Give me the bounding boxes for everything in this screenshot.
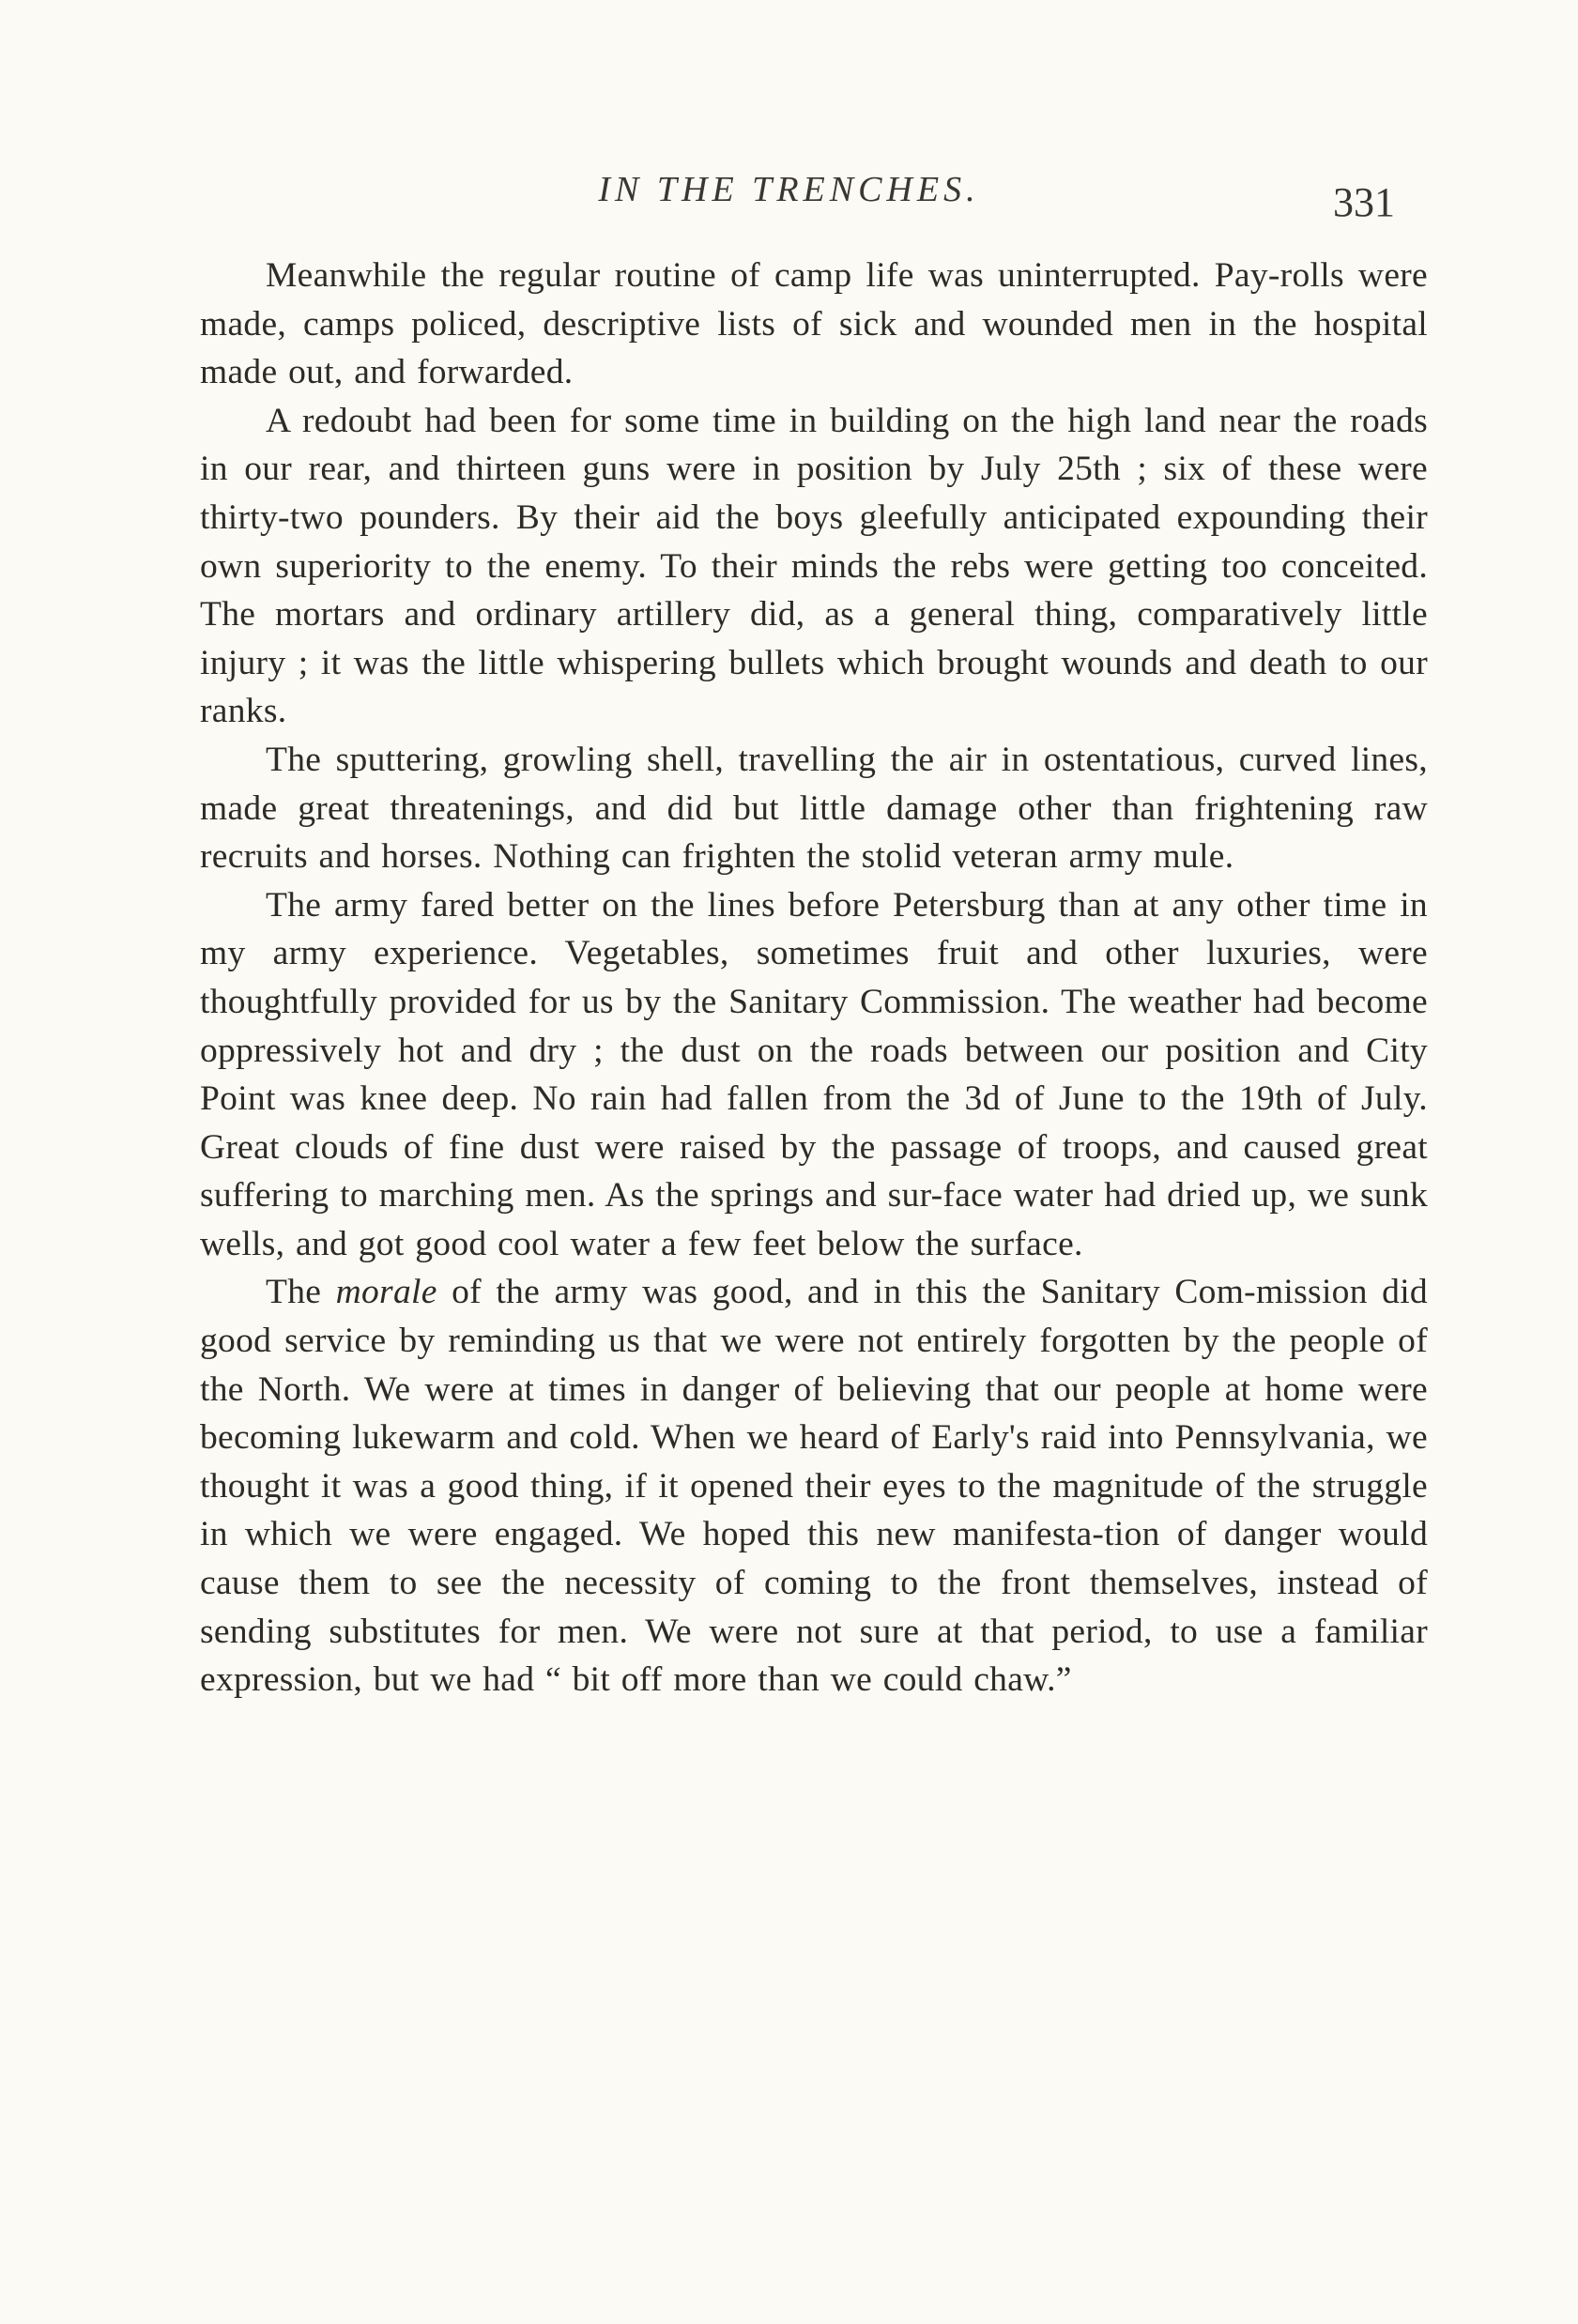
page-number: 331: [1333, 179, 1395, 225]
paragraph-morale: [200, 1268, 1428, 1704]
paragraph-army-fared: The army fared better on the lines before Petersburg than at any other time in my army experience. Vegetables, sometimes fruit and other luxuries, were thoughtfully provided for us by the Sanitary Commission. The weather had become oppressively hot and dry ; the dust on the roads between our position and City Point was knee deep. No rain had fallen from the 3d of June to the 19th of July. Great clouds of fine dust were raised by the passage of troops, and caused great suffering to marching men. As the springs and sur-face water had dried up, we sunk wells, and got good cool water a few feet below the surface.: [200, 885, 1428, 1263]
body-text: [200, 252, 1428, 1705]
paragraph-camp-routine: Meanwhile the regular routine of camp life was uninterrupted. Pay-rolls were made, camps policed, descriptive lists of sick and wounded men in the hospital made out, and forwarded.: [200, 256, 1428, 392]
paragraph-redoubt: A redoubt had been for some time in building on the high land near the roads in our rear, and thirteen guns were in position by July 25th ; six of these were thirty-two pounders. By their aid the boys gleefully anticipated expounding their own superiority to the enemy. To their minds the rebs were getting too conceited. The mortars and ordinary artillery did, as a general thing, comparatively little injury ; it was the little whispering bullets which brought wounds and death to our ranks.: [200, 401, 1428, 731]
morale-text-before: The: [266, 1273, 336, 1312]
morale-italic-word: morale: [335, 1273, 437, 1312]
running-title: IN THE TRENCHES.: [598, 170, 980, 209]
morale-text-after: of the army was good, and in this the Sanitary Com-mission did good service by reminding us that we were not entirely forgotten by the people of the North. We were at times in danger of believing that our people at home were becoming lukewarm and cold. When we heard of Early's raid into Pennsylvania, we thought it was a good thing, if it opened their eyes to the magnitude of the struggle in which we were engaged. We hoped this new manifesta-tion of danger would cause them to see the necessity of coming to the front themselves, instead of sending substitutes for men. We were not sure at that period, to use a familiar expression, but we had “ bit off more than we could chaw.”: [200, 1273, 1428, 1700]
paragraph-shell: The sputtering, growling shell, travelling the air in ostentatious, curved lines, made great threatenings, and did but little damage other than frightening raw recruits and horses. Nothing can frighten the stolid veteran army mule.: [200, 740, 1428, 877]
